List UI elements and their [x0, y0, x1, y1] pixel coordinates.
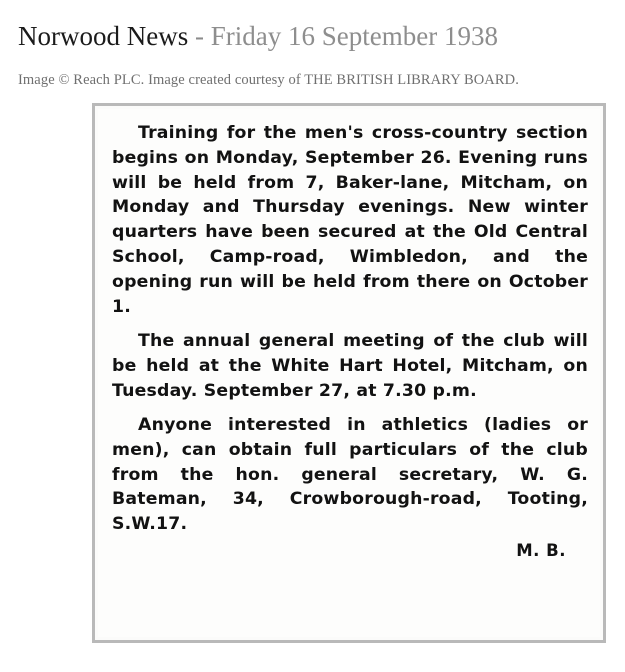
publication-name: Norwood News — [18, 21, 189, 51]
page-title — [18, 20, 607, 54]
title-separator: - — [194, 21, 204, 51]
article-column — [112, 121, 588, 538]
clipping-image — [98, 109, 600, 637]
article-paragraph: The annual general meeting of the club will be held at the White Hart Hotel, Mitcham, on Tuesday. September 27, at 7.30 p.m. — [112, 331, 588, 401]
image-credit: Image © Reach PLC. Image created courtesy of THE BRITISH LIBRARY BOARD. — [18, 71, 519, 88]
article-paragraph: Training for the men's cross-country section begins on Monday, September 26. Evening runs will be held from 7, Baker-lane, Mitcham, on Monday and Thursday evenings. New winter quarters have been secured at the Old Central School, Camp-road, Wimbledon, and the opening run will be held from there on October 1. — [112, 122, 588, 318]
article-paragraph: Anyone interested in athletics (ladies or men), can obtain full particulars of the club from the hon. general secretary, W. G. Bateman, 34, Crowborough-road, Tooting, S.W.17. — [112, 414, 588, 535]
article-signature: M. B. — [516, 541, 566, 561]
clipping-frame — [92, 103, 606, 643]
publication-date: Friday 16 September 1938 — [210, 21, 498, 51]
